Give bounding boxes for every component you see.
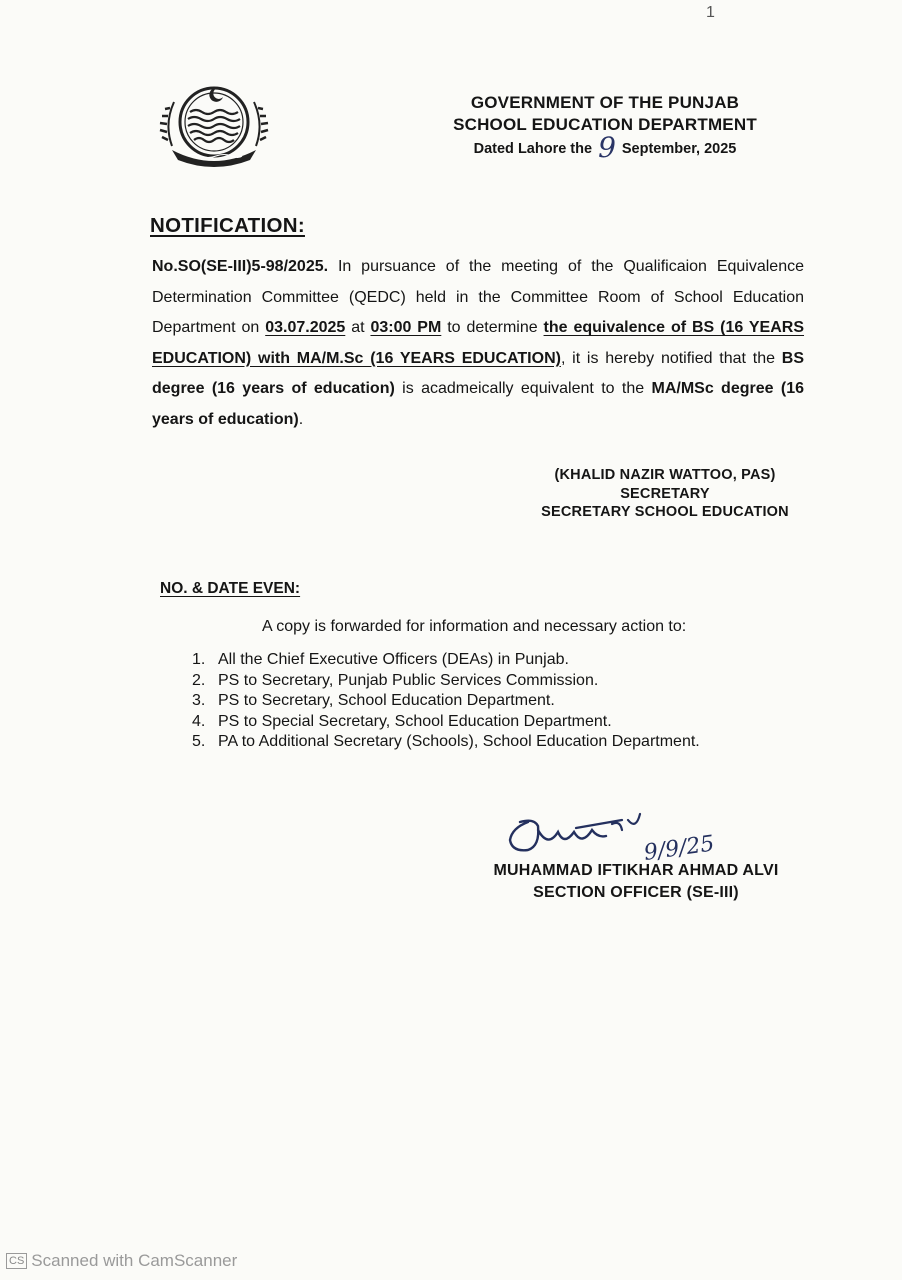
- recipient-text: PS to Special Secretary, School Education Department.: [218, 712, 612, 730]
- recipient-number: 3.: [192, 692, 206, 709]
- secretary-office: SECRETARY SCHOOL EDUCATION: [541, 504, 789, 520]
- body-text-5: is acadmeically equivalent to the: [394, 380, 652, 397]
- meeting-date: 03.07.2025: [265, 319, 346, 336]
- body-text-1: In pursuance of the meeting of the Qualificaion Equivalence Determination Committee (QEDC) held in the Committee Room of School Education Department on: [152, 258, 804, 336]
- body-text-3: to determine: [441, 319, 544, 336]
- body-text-2: at: [345, 319, 371, 336]
- camscanner-watermark: [6, 1251, 237, 1271]
- camscanner-icon: CS: [6, 1253, 27, 1269]
- recipient-list: [192, 650, 700, 753]
- date-prefix: Dated Lahore the: [473, 141, 593, 157]
- signature-date: 9/9/25: [642, 831, 716, 866]
- page-mark: 1: [706, 4, 715, 21]
- ma-degree: MA/MSc degree (16 years of education): [152, 380, 805, 428]
- body-text-6: .: [298, 410, 304, 428]
- reference-number: No.SO(SE-III)5-98/2025.: [152, 258, 329, 275]
- copy-forwarded-intro: A copy is forwarded for information and necessary action to:: [262, 618, 687, 635]
- notification-body: [152, 252, 804, 435]
- list-item: [192, 671, 700, 692]
- notification-title: NOTIFICATION:: [150, 214, 305, 237]
- list-item: [192, 732, 700, 753]
- secretary-designation: SECRETARY: [620, 485, 710, 502]
- camscanner-label: Scanned with CamScanner: [31, 1251, 238, 1270]
- government-name: GOVERNMENT OF THE PUNJAB: [470, 93, 740, 112]
- bs-degree: BS degree (16 years of education): [152, 349, 804, 397]
- secretary-name: (KHALID NAZIR WATTOO, PAS): [554, 467, 776, 483]
- list-item: [192, 650, 700, 671]
- recipient-number: 5.: [192, 733, 206, 750]
- date-suffix: September, 2025: [621, 141, 737, 157]
- date-day-handwritten: 9: [598, 131, 616, 164]
- officer-name: MUHAMMAD IFTIKHAR AHMAD ALVI: [493, 862, 779, 879]
- officer-signature-block: [466, 860, 806, 904]
- recipient-number: 2.: [192, 671, 206, 689]
- recipient-number: 4.: [192, 712, 206, 730]
- department-name: SCHOOL EDUCATION DEPARTMENT: [453, 115, 757, 134]
- body-text-4: , it is hereby notified that the: [560, 349, 782, 367]
- recipient-text: PS to Secretary, School Education Department.: [218, 692, 555, 709]
- punjab-government-emblem: [158, 74, 270, 172]
- meeting-time: 03:00 PM: [370, 319, 442, 336]
- officer-designation: SECTION OFFICER (SE-III): [533, 884, 739, 901]
- equivalence-subject: the equivalence of BS (16 YEARS EDUCATION) with MA/M.Sc (16 YEARS EDUCATION): [152, 319, 805, 367]
- date-line: [400, 131, 810, 164]
- recipient-text: All the Chief Executive Officers (DEAs) in Punjab.: [218, 651, 569, 668]
- secretary-signature-block: [520, 466, 810, 522]
- list-item: [192, 691, 700, 712]
- recipient-number: 1.: [192, 651, 206, 668]
- recipient-text: PA to Additional Secretary (Schools), School Education Department.: [218, 733, 700, 750]
- copy-forwarded-title: NO. & DATE EVEN:: [160, 580, 301, 597]
- recipient-text: PS to Secretary, Punjab Public Services Commission.: [218, 671, 599, 689]
- letterhead: [400, 92, 810, 164]
- list-item: [192, 712, 700, 733]
